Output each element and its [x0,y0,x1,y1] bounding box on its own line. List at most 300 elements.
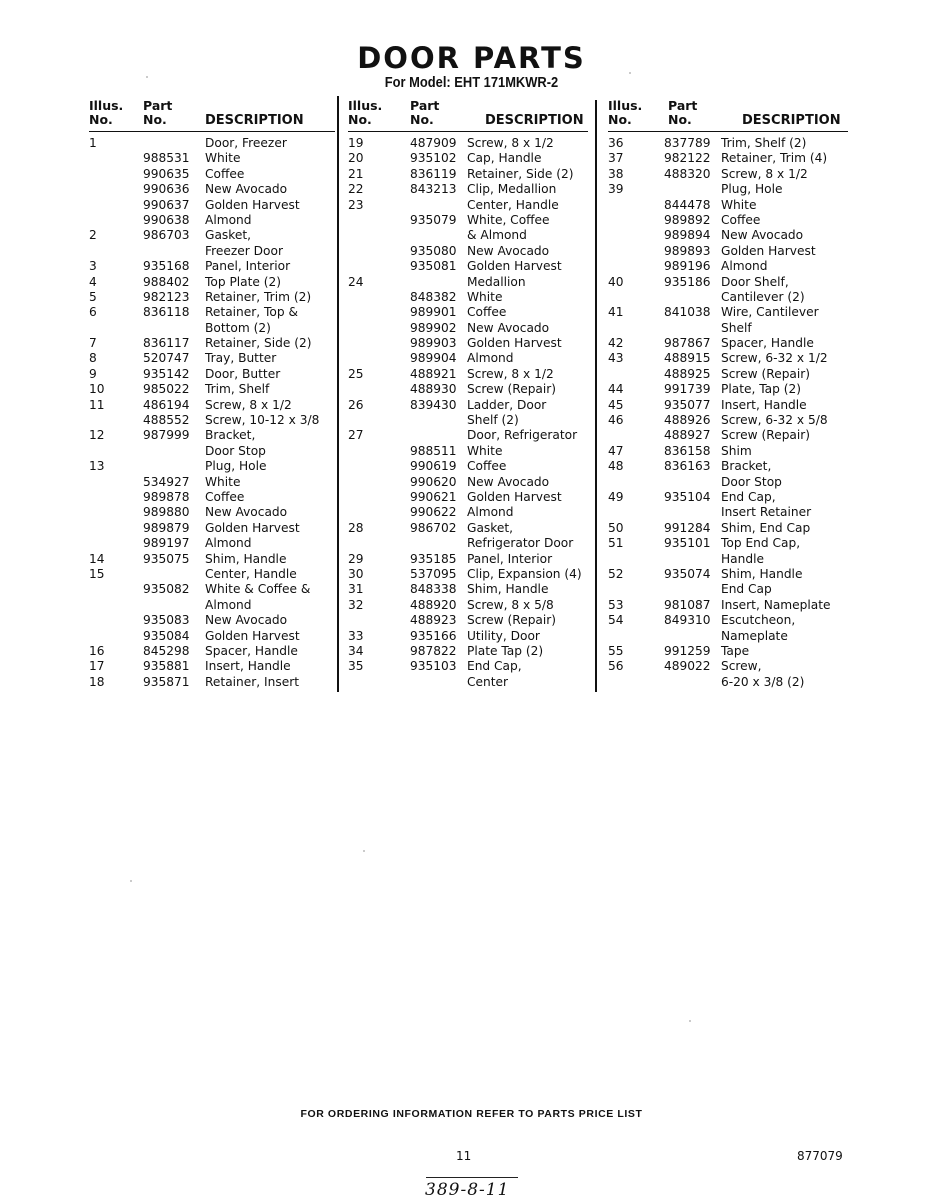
description: & Almond [467,228,527,243]
table-row [89,136,335,151]
model-subtitle: For Model: EHT 171MKWR-2 [384,74,559,91]
description: New Avocado [205,613,288,628]
table-row [89,598,335,613]
illus-no [89,598,143,613]
part-no: 989902 [410,320,457,335]
table-row [348,382,588,397]
illus-no [608,228,664,243]
table-row [608,521,848,536]
part-no: 986703 [143,228,190,243]
description: End Cap [721,582,772,597]
part-no: 935084 [143,628,190,643]
table-row [608,321,848,336]
description: Shim, Handle [467,582,549,597]
description: End Cap, [467,659,522,674]
table-row [348,305,588,320]
description: Plug, Hole [721,182,783,197]
column-divider [337,96,339,692]
part-no: 935142 [143,366,190,381]
table-row [608,275,848,290]
table-row [89,552,335,567]
description: Retainer, Side (2) [467,166,574,181]
table-row [89,244,335,259]
part-no [406,228,467,243]
part-no: 848382 [410,289,457,304]
illus-no: 1 [89,136,97,150]
table-row [608,151,848,166]
table-row [608,198,848,213]
part-no: 935102 [410,151,457,166]
description: New Avocado [467,474,550,489]
illus-no [608,428,664,443]
description: Cantilever (2) [721,289,805,304]
table-row [89,275,335,290]
parts-table-column-1 [89,96,335,690]
part-no [664,582,721,597]
illus-no [348,259,406,274]
part-no [143,567,205,582]
table-row [89,428,335,443]
part-no: 488320 [664,166,711,181]
description: New Avocado [205,182,288,197]
part-no: 982122 [664,151,711,166]
description: Retainer, Insert [205,674,299,689]
description: Handle [721,551,764,566]
table-row [348,259,588,274]
description: White [467,443,503,458]
illus-no: 3 [89,259,97,274]
illus-no [608,582,664,597]
description: Insert, Handle [721,397,807,412]
illus-no: 11 [89,397,105,412]
illus-no [608,198,664,213]
table-row [89,305,335,320]
part-no: 989904 [410,351,457,366]
description: Trim, Shelf (2) [721,136,807,150]
illus-no: 25 [348,366,364,381]
table-row [89,459,335,474]
illus-no: 21 [348,166,364,181]
illus-no: 27 [348,428,364,443]
illus-no [608,290,664,305]
illus-no [89,198,143,213]
table-row [348,413,588,428]
part-no [143,244,205,259]
illus-no [89,505,143,520]
description: Golden Harvest [205,520,300,535]
part-no: 935082 [143,582,190,597]
table-row [89,413,335,428]
part-no: 935185 [410,551,457,566]
table-row [608,444,848,459]
part-no: 990619 [410,459,457,474]
table-row [608,290,848,305]
part-no: 991259 [664,643,711,658]
part-no: 488926 [664,413,711,428]
part-no [406,536,467,551]
illus-no [608,475,664,490]
description: Insert, Nameplate [721,597,831,612]
parts-table-column-2 [348,96,588,690]
part-no: 488915 [664,351,711,366]
description: Retainer, Side (2) [205,336,312,351]
part-no [143,321,205,336]
table-row [89,167,335,182]
scan-speck [689,1020,691,1022]
description: Coffee [467,305,507,320]
description: Screw, 8 x 5/8 [467,597,554,612]
description: Golden Harvest [467,259,562,274]
table-row [89,367,335,382]
table-row [89,613,335,628]
description: Golden Harvest [467,336,562,351]
part-no [143,444,205,459]
illus-no: 34 [348,643,364,658]
description: Nameplate [721,628,788,643]
parts-rows [348,136,588,690]
illus-no: 10 [89,382,105,397]
illus-no [89,444,143,459]
table-row [348,567,588,582]
illus-no [89,536,143,551]
description: Clip, Expansion (4) [467,566,582,581]
table-row [348,675,588,690]
description: New Avocado [467,243,550,258]
illus-no: 30 [348,566,364,581]
illus-no: 32 [348,597,364,612]
header-description: DESCRIPTION [742,113,841,128]
part-no: 991739 [664,382,711,397]
table-row [348,475,588,490]
description: Almond [721,259,768,274]
illus-no: 41 [608,305,624,320]
illus-no: 29 [348,551,364,566]
table-row [348,629,588,644]
illus-no [89,182,143,197]
description: New Avocado [721,228,804,243]
description: Screw, 6-32 x 5/8 [721,413,828,428]
description: Tape [721,643,750,658]
table-row [348,444,588,459]
part-no: 982123 [143,289,190,304]
part-no: 935166 [410,628,457,643]
part-no: 989893 [664,243,711,258]
illus-no: 23 [348,197,364,212]
description: Golden Harvest [205,628,300,643]
illus-no [348,444,406,459]
illus-no: 51 [608,536,624,551]
description: Shelf [721,320,752,335]
part-no: 987999 [143,428,190,443]
part-no [664,675,721,690]
parts-rows [89,136,335,690]
illus-no [89,629,143,644]
description: Screw, 8 x 1/2 [467,366,554,381]
illus-no [89,475,143,490]
part-no: 987867 [664,336,711,351]
table-row [608,413,848,428]
illus-no [608,244,664,259]
description: 6-20 x 3/8 (2) [721,674,805,689]
part-no: 935101 [664,536,711,551]
table-row [608,613,848,628]
table-row [348,644,588,659]
illus-no [608,367,664,382]
description: Gasket, [205,228,252,243]
illus-no [348,413,406,428]
illus-no: 40 [608,274,624,289]
table-row [608,490,848,505]
part-no: 836158 [664,443,711,458]
description: Refrigerator Door [467,536,574,551]
illus-no [89,151,143,166]
illus-no [608,321,664,336]
table-row [348,167,588,182]
illus-no: 26 [348,397,364,412]
part-no [406,275,467,290]
table-row [89,151,335,166]
part-no: 990622 [410,505,457,520]
illus-no [608,213,664,228]
part-no: 488925 [664,366,711,381]
part-no [664,629,721,644]
description: White [467,289,503,304]
description: Retainer, Top & [205,305,298,320]
illus-no [89,321,143,336]
description: Ladder, Door [467,397,547,412]
illus-no: 15 [89,566,105,581]
part-no: 988531 [143,151,190,166]
illus-no: 35 [348,659,364,674]
illus-no: 22 [348,182,364,197]
illus-no [348,382,406,397]
illus-no [348,475,406,490]
illus-no: 36 [608,136,624,150]
illus-no: 17 [89,659,105,674]
illus-no [89,490,143,505]
part-no: 989894 [664,228,711,243]
description: Center [467,674,509,689]
illus-no: 56 [608,659,624,674]
illus-no [348,290,406,305]
table-row [348,213,588,228]
description: White [205,474,241,489]
part-no: 849310 [664,613,711,628]
illus-no [348,228,406,243]
illus-no: 20 [348,151,364,166]
description: White [205,151,241,166]
part-no: 488920 [410,597,457,612]
header-description: DESCRIPTION [205,113,304,128]
table-row [89,228,335,243]
illus-no [89,613,143,628]
part-no: 991284 [664,520,711,535]
description: Insert, Handle [205,659,291,674]
part-no: 990620 [410,474,457,489]
table-row [348,182,588,197]
illus-no: 44 [608,382,624,397]
part-no [664,321,721,336]
illus-no [348,505,406,520]
description: Door, Butter [205,366,281,381]
table-row [608,351,848,366]
table-row [89,536,335,551]
description: Cap, Handle [467,151,542,166]
illus-no: 19 [348,136,364,150]
description: White [721,197,757,212]
table-row [89,382,335,397]
illus-no [348,675,406,690]
illus-no [89,521,143,536]
table-header [348,96,588,132]
description: Almond [205,536,252,551]
handwritten-note: 389-8-11 [425,1180,510,1200]
table-row [608,367,848,382]
description: Trim, Shelf [205,382,270,397]
illus-no: 14 [89,551,105,566]
part-no: 537095 [410,566,457,581]
table-row [89,505,335,520]
part-no: 843213 [410,182,457,197]
part-no: 841038 [664,305,711,320]
illus-no: 7 [89,336,97,351]
description: Plug, Hole [205,459,267,474]
table-row [348,351,588,366]
description: Spacer, Handle [721,336,814,351]
header-illus-no: Illus. No. [608,98,643,127]
description: Coffee [721,212,761,227]
description: Center, Handle [205,566,297,581]
illus-no: 28 [348,520,364,535]
page-number: 11 [456,1149,472,1163]
part-no: 844478 [664,197,711,212]
description: Insert Retainer [721,505,812,520]
part-no: 935168 [143,259,190,274]
table-row [348,582,588,597]
part-no: 935077 [664,397,711,412]
part-no: 990635 [143,166,190,181]
illus-no: 2 [89,228,97,243]
part-no [664,290,721,305]
illus-no [348,459,406,474]
part-no: 986702 [410,520,457,535]
table-row [348,367,588,382]
part-no: 990621 [410,489,457,504]
part-no [406,413,467,428]
part-no: 935186 [664,274,711,289]
illus-no: 12 [89,428,105,443]
illus-no [608,629,664,644]
table-row [348,552,588,567]
part-no: 935881 [143,659,190,674]
illus-no [89,167,143,182]
table-row [348,321,588,336]
illus-no: 50 [608,520,624,535]
table-row [348,151,588,166]
document-number: 877079 [797,1149,843,1163]
illus-no: 55 [608,643,624,658]
description: Freezer Door [205,243,283,258]
illus-no [608,259,664,274]
description: Clip, Medallion [467,182,557,197]
part-no [406,428,467,443]
scan-speck [629,72,631,74]
description: Plate Tap (2) [467,643,544,658]
description: Panel, Interior [467,551,553,566]
part-no: 839430 [410,397,457,412]
part-no: 990638 [143,212,190,227]
table-row [608,629,848,644]
part-no: 935103 [410,659,457,674]
part-no: 989196 [664,259,711,274]
parts-rows [608,136,848,690]
table-row [608,675,848,690]
description: White, Coffee [467,212,550,227]
illus-no [348,490,406,505]
part-no: 836163 [664,459,711,474]
description: Center, Handle [467,197,559,212]
illus-no: 54 [608,613,624,628]
part-no [143,136,205,151]
illus-no: 5 [89,289,97,304]
description: Bottom (2) [205,320,271,335]
illus-no: 16 [89,643,105,658]
part-no: 989878 [143,489,190,504]
illus-no: 38 [608,166,624,181]
illus-no [348,336,406,351]
illus-no [348,213,406,228]
table-row [89,290,335,305]
description: Screw (Repair) [467,613,557,628]
description: Shim [721,443,752,458]
description: Screw, 10-12 x 3/8 [205,413,320,428]
table-row [348,428,588,443]
description: Golden Harvest [205,197,300,212]
part-no: 845298 [143,643,190,658]
illus-no [608,552,664,567]
part-no: 985022 [143,382,190,397]
description: Shelf (2) [467,413,519,428]
table-row [608,136,848,151]
part-no: 836118 [143,305,190,320]
illus-no: 6 [89,305,97,320]
illus-no: 24 [348,274,364,289]
table-row [89,444,335,459]
illus-no: 48 [608,459,624,474]
part-no [143,459,205,474]
illus-no: 13 [89,459,105,474]
table-row [89,213,335,228]
illus-no [348,305,406,320]
description: Screw (Repair) [721,428,811,443]
illus-no: 8 [89,351,97,366]
table-row [608,598,848,613]
illus-no [348,321,406,336]
table-row [608,505,848,520]
table-row [348,536,588,551]
description: Almond [205,597,252,612]
description: Screw (Repair) [721,366,811,381]
header-part-no: Part No. [410,98,440,127]
description: Screw, 8 x 1/2 [467,136,554,150]
table-row [348,275,588,290]
table-row [89,182,335,197]
description: Door Stop [205,443,266,458]
table-row [608,567,848,582]
description: Retainer, Trim (4) [721,151,828,166]
part-no: 989879 [143,520,190,535]
table-row [348,244,588,259]
